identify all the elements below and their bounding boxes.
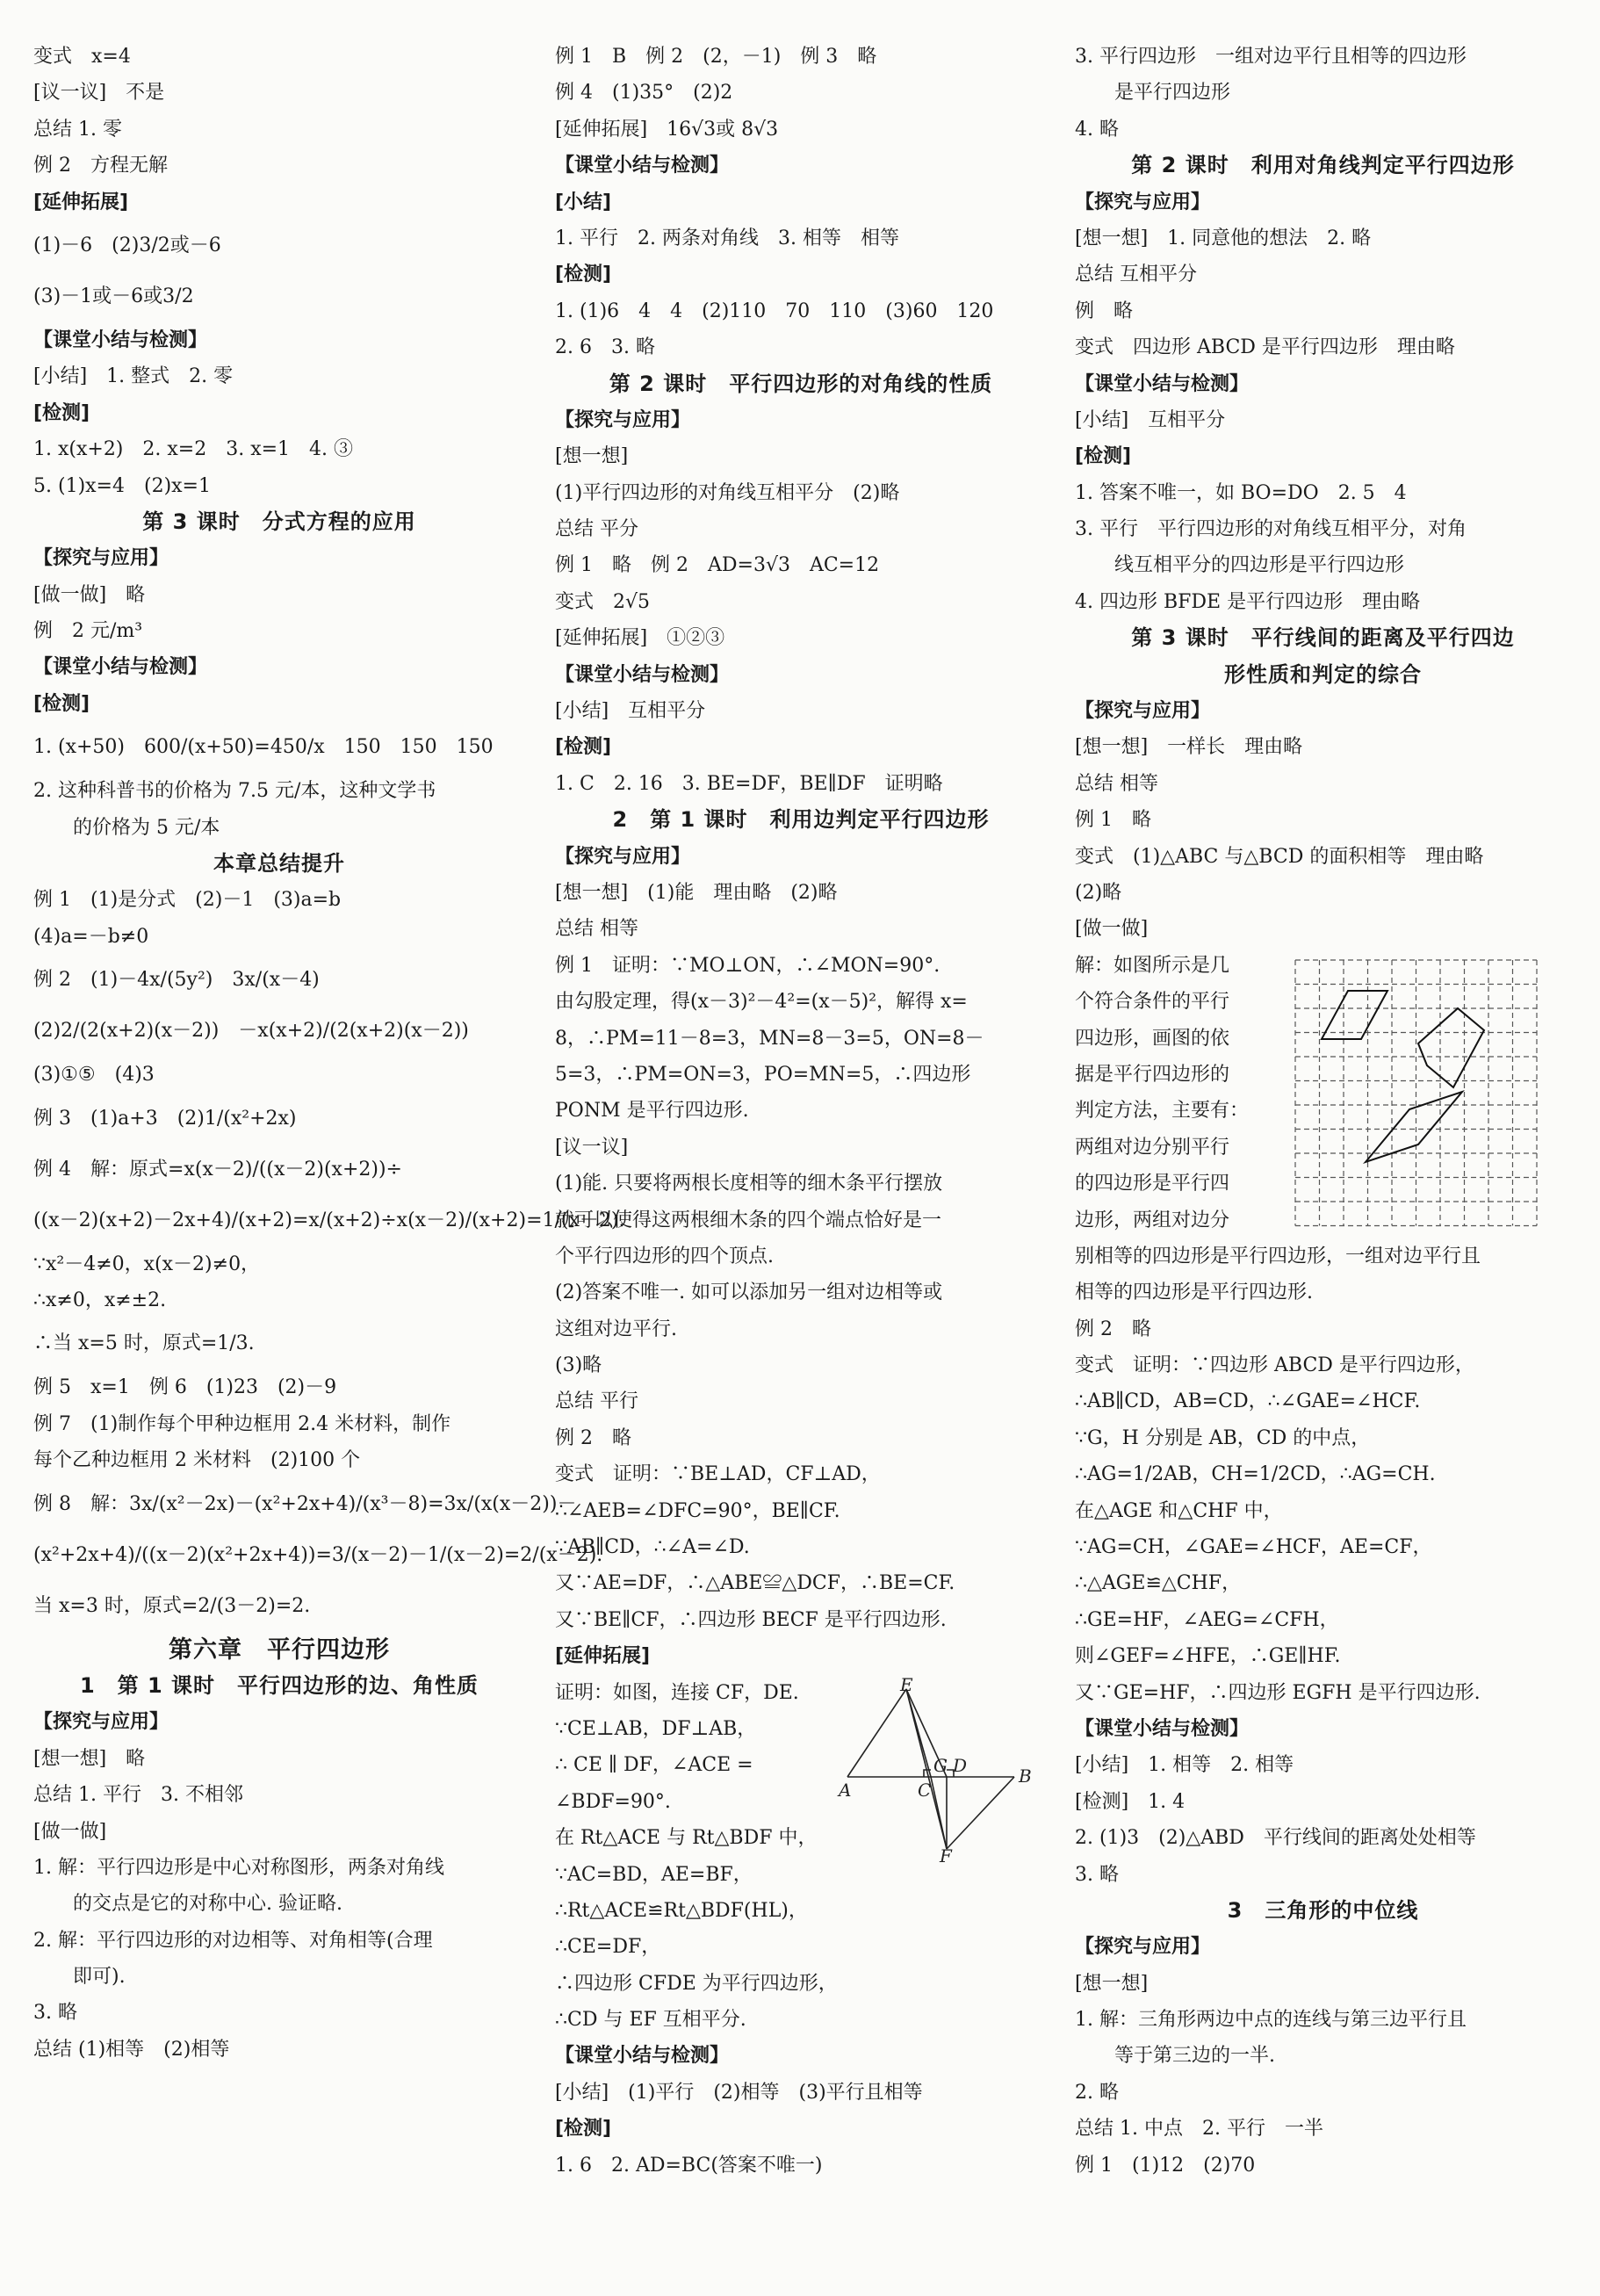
text-line: [小结] 1. 整式 2. 零 (33, 365, 234, 388)
text-line: 例 1 (1)12 (2)70 (1075, 2154, 1256, 2177)
text-line: (3)－1或－6或3/2 (33, 285, 194, 307)
label-d: D (953, 1755, 968, 1776)
text-line: 例 5 x=1 例 6 (1)23 (2)－9 (33, 1376, 337, 1399)
text-line: 即可). (73, 1966, 126, 1989)
text-line: 1. (x+50) 600/(x+50)=450/x 150 150 150 (33, 736, 494, 759)
section-label: 【探究与应用】 (1075, 700, 1211, 723)
text-line: (1)平行四边形的对角线互相平分 (2)略 (555, 481, 900, 504)
lesson-heading: 3 三角形的中位线 (1227, 1897, 1419, 1923)
text-line: [议一议] (555, 1136, 629, 1159)
text-line: 总结 1. 中点 2. 平行 一半 (1075, 2118, 1323, 2141)
text-line: 线互相平分的四边形是平行四边形 (1114, 554, 1405, 577)
section-label: [检测] (33, 401, 90, 424)
text-line: ∴△AGE≌△CHF， (1075, 1572, 1242, 1595)
text-line: 1. 解：三角形两边中点的连线与第三边平行且 (1075, 2009, 1467, 2032)
text-line: 例 4 解：原式=x(x－2)/((x－2)(x+2))÷ (33, 1158, 402, 1180)
text-line: (2)答案不唯一. 如可以添加另一组对边相等或 (555, 1282, 943, 1304)
text-line: ∵x²－4≠0，x(x－2)≠0， (33, 1253, 261, 1275)
text-line: ∴GE=HF，∠AEG=∠CFH， (1075, 1608, 1339, 1631)
text-line: [想一想] (1075, 1972, 1149, 1995)
text-line: ∴四边形 CFDE 为平行四边形， (555, 1972, 838, 1995)
lesson-heading: 第 3 课时 分式方程的应用 (142, 509, 416, 534)
label-e: E (900, 1674, 913, 1695)
text-line: 又∵BE∥CF，∴四边形 BECF 是平行四边形. (555, 1608, 947, 1631)
text-line: 总结 1. 平行 3. 不相邻 (33, 1784, 243, 1807)
section-label: 【课堂小结与检测】 (1075, 372, 1250, 395)
label-b: B (1019, 1765, 1032, 1787)
section-label: 【探究与应用】 (555, 408, 691, 431)
text-line: (4)a=－b≠0 (33, 925, 149, 948)
text-line: 例 1 (1)是分式 (2)－1 (3)a=b (33, 889, 342, 912)
text-line: 总结 平分 (555, 518, 638, 541)
text-line: 1. 6 2. AD=BC(答案不唯一) (555, 2154, 823, 2177)
text-line: 又∵AE=DF，∴△ABE≌△DCF，∴BE=CF. (555, 1572, 955, 1595)
text-line: 别相等的四边形是平行四边形，一组对边平行且 (1075, 1245, 1481, 1267)
text-line: [想一想] 1. 同意他的想法 2. 略 (1075, 227, 1372, 249)
text-line: 例 2 略 (555, 1426, 631, 1449)
section-label: 【课堂小结与检测】 (555, 663, 730, 686)
text-line: 4. 略 (1075, 118, 1119, 141)
text-line: (1)能. 只要将两根长度相等的细木条平行摆放 (555, 1173, 943, 1195)
text-line: 例 8 解：3x/(x²－2x)－(x²+2x+4)/(x³－8)=3x/(x(x－2))－ (33, 1492, 577, 1515)
text-line: 的交点是它的对称中心. 验证略. (73, 1893, 342, 1916)
text-line: 1. 答案不唯一，如 BO=DO 2. 5 4 (1075, 481, 1407, 504)
lesson-heading: 1 第 1 课时 平行四边形的边、角性质 (79, 1672, 479, 1698)
text-line: 变式 2√5 (555, 590, 651, 613)
text-line: 总结 (1)相等 (2)相等 (33, 2038, 230, 2061)
section-label: [检测] (1075, 445, 1132, 468)
text-line: 2. 6 3. 略 (555, 336, 655, 359)
text-line: [想一想] 一样长 理由略 (1075, 736, 1303, 759)
section-label: 【课堂小结与检测】 (555, 2045, 730, 2068)
text-line: 3. 略 (33, 2002, 77, 2025)
text-line: 解：如图所示是几 (1075, 954, 1230, 977)
text-line: 变式 四边形 ABCD 是平行四边形 理由略 (1075, 336, 1455, 359)
text-line: 2. 解：平行四边形的对边相等、对角相等(合理 (33, 1929, 433, 1952)
text-line: 3. 略 (1075, 1863, 1119, 1886)
section-label: [检测] (555, 264, 612, 286)
text-line: ∴AB∥CD，AB=CD，∴∠GAE=∠HCF. (1075, 1390, 1421, 1413)
text-line: PONM 是平行四边形. (555, 1100, 749, 1123)
text-line: 例 2 元/m³ (33, 620, 143, 643)
text-line: 总结 平行 (555, 1390, 638, 1413)
text-line: 总结 互相平分 (1075, 264, 1197, 286)
text-line: 由勾股定理，得(x－3)²－4²=(x－5)²，解得 x= (555, 991, 968, 1014)
text-line: 判定方法，主要有： (1075, 1100, 1250, 1123)
section-label: 【探究与应用】 (1075, 1936, 1211, 1959)
text-line: 3. 平行四边形 一组对边平行且相等的四边形 (1075, 46, 1467, 68)
text-line: [想一想] (1)能 理由略 (2)略 (555, 881, 838, 904)
section-label: 【探究与应用】 (33, 547, 169, 570)
section-label: [检测] (555, 2118, 612, 2141)
text-line: 又∵GE=HF，∴四边形 EGFH 是平行四边形. (1075, 1681, 1481, 1704)
text-line: ∴CE=DF， (555, 1936, 661, 1959)
text-line: ∴Rt△ACE≌Rt△BDF(HL)， (555, 1899, 808, 1922)
text-line: (1)－6 (2)3/2或－6 (33, 234, 221, 256)
lesson-heading: 第 2 课时 利用对角线判定平行四边形 (1131, 153, 1515, 178)
lesson-heading: 第 2 课时 平行四边形的对角线的性质 (609, 371, 993, 396)
text-line: 就可以使得这两根细木条的四个端点恰好是一 (555, 1209, 942, 1231)
label-c: C (918, 1780, 932, 1801)
text-line: ∴x≠0，x≠±2. (33, 1289, 167, 1311)
text-line: 1. 平行 2. 两条对角线 3. 相等 相等 (555, 227, 899, 249)
text-line: [小结] 1. 相等 2. 相等 (1075, 1754, 1294, 1777)
grid-figure (1286, 951, 1550, 1234)
text-line: ∵G，H 分别是 AB，CD 的中点， (1075, 1426, 1371, 1449)
section-label: 【课堂小结与检测】 (33, 656, 208, 679)
text-line: 总结 相等 (555, 918, 638, 941)
text-line: 5=3，∴PM=ON=3，PO=MN=5，∴四边形 (555, 1063, 971, 1086)
section-label: 【探究与应用】 (1075, 191, 1211, 213)
section-label: [小结] (555, 191, 612, 213)
text-line: ((x－2)(x+2)－2x+4)/(x+2)=x/(x+2)÷x(x－2)/(x+2)=1/(x－2). (33, 1209, 625, 1231)
text-line: 当 x=3 时，原式=2/(3－2)=2. (33, 1594, 311, 1617)
text-line: 1. C 2. 16 3. BE=DF，BE∥DF 证明略 (555, 772, 943, 795)
text-line: [延伸拓展] 16√3或 8√3 (555, 118, 779, 141)
text-line: 2. 略 (1075, 2081, 1119, 2104)
text-line: ∴AG=1/2AB，CH=1/2CD，∴AG=CH. (1075, 1463, 1436, 1486)
chapter-summary-heading: 本章总结提升 (213, 851, 345, 877)
text-line: (2)2/(2(x+2)(x－2)) －x(x+2)/(2(x+2)(x－2)) (33, 1020, 469, 1043)
section-label: 【课堂小结与检测】 (555, 155, 730, 177)
text-line: [想一想] 略 (33, 1747, 146, 1770)
triangle-diagram (839, 1674, 1036, 1866)
text-line: 等于第三边的一半. (1114, 2045, 1275, 2068)
text-line: 例 2 (1)－4x/(5y²) 3x/(x－4) (33, 969, 320, 992)
text-line: ∵AB∥CD，∴∠A=∠D. (555, 1536, 750, 1559)
label-a: A (839, 1780, 852, 1801)
text-line: 例 1 B 例 2 (2，－1) 例 3 略 (555, 46, 877, 68)
section-label: [检测] (33, 692, 90, 715)
text-line: 每个乙种边框用 2 米材料 (2)100 个 (33, 1449, 361, 1472)
text-line: 个平行四边形的四个顶点. (555, 1245, 774, 1267)
text-line: 在△AGE 和△CHF 中， (1075, 1499, 1283, 1522)
text-line: 相等的四边形是平行四边形. (1075, 1282, 1313, 1304)
text-line: ∴CD 与 EF 互相平分. (555, 2009, 746, 2032)
text-line: ∴ CE ∥ DF，∠ACE = (555, 1754, 753, 1777)
text-line: 这组对边平行. (555, 1318, 677, 1340)
section-label: 【课堂小结与检测】 (1075, 1717, 1250, 1740)
label-g: G (933, 1755, 948, 1776)
text-line: 总结 1. 零 (33, 118, 122, 141)
text-line: 变式 (1)△ABC 与△BCD 的面积相等 理由略 (1075, 845, 1484, 868)
text-line: [小结] 互相平分 (1075, 408, 1226, 431)
text-line: ∠BDF=90°. (555, 1790, 671, 1813)
lesson-heading: 2 第 1 课时 利用边判定平行四边形 (612, 807, 990, 833)
text-line: ∴当 x=5 时，原式=1/3. (33, 1332, 255, 1355)
text-line: 例 1 略 例 2 AD=3√3 AC=12 (555, 554, 880, 577)
text-line: [小结] 互相平分 (555, 700, 706, 723)
text-line: (2)略 (1075, 881, 1122, 904)
text-line: 例 略 (1075, 300, 1134, 322)
text-line: 变式 证明：∵BE⊥AD，CF⊥AD， (555, 1463, 881, 1486)
text-line: 个符合条件的平行 (1075, 991, 1230, 1014)
text-line: (x²+2x+4)/((x－2)(x²+2x+4))=3/(x－2)－1/(x－2)=2/(x－2). (33, 1543, 603, 1566)
text-line: 例 3 (1)a+3 (2)1/(x²+2x) (33, 1107, 297, 1130)
text-line: 例 2 略 (1075, 1318, 1151, 1340)
text-line: ∴∠AEB=∠DFC=90°，BE∥CF. (555, 1499, 840, 1522)
text-line: ∵AG=CH，∠GAE=∠HCF，AE=CF， (1075, 1536, 1432, 1559)
triangle-figure (839, 1674, 1036, 1866)
text-line: [议一议] 不是 (33, 82, 165, 105)
section-label: [延伸拓展] (33, 191, 129, 213)
section-label: 【探究与应用】 (555, 845, 691, 868)
text-line: 1. (1)6 4 4 (2)110 70 110 (3)60 120 (555, 300, 994, 322)
text-line: 的四边形是平行四 (1075, 1173, 1230, 1195)
text-line: 证明：如图，连接 CF，DE. (555, 1681, 799, 1704)
text-line: 总结 相等 (1075, 772, 1158, 795)
text-line: [想一想] (555, 445, 629, 468)
lesson-heading: 第 3 课时 平行线间的距离及平行四边 (1131, 625, 1515, 651)
text-line: 5. (1)x=4 (2)x=1 (33, 474, 211, 497)
text-line: 1. 解：平行四边形是中心对称图形，两条对角线 (33, 1856, 444, 1879)
text-line: [做一做] (1075, 918, 1149, 941)
chapter-heading: 第六章 平行四边形 (169, 1635, 390, 1664)
section-label: [延伸拓展] (555, 1645, 651, 1668)
text-line: [小结] (1)平行 (2)相等 (3)平行且相等 (555, 2081, 923, 2104)
text-line: 边形，两组对边分 (1075, 1209, 1230, 1231)
section-label: [检测] (555, 736, 612, 759)
text-line: 例 1 证明：∵MO⊥ON，∴∠MON=90°. (555, 954, 941, 977)
section-label: 【探究与应用】 (33, 1711, 169, 1734)
text-line: 例 4 (1)35° (2)2 (555, 82, 733, 105)
text-line: (3)略 (555, 1354, 602, 1377)
text-line: [做一做] (33, 1820, 107, 1843)
text-line: 4. 四边形 BFDE 是平行四边形 理由略 (1075, 590, 1421, 613)
text-line: 四边形，画图的依 (1075, 1027, 1230, 1050)
section-label: 【课堂小结与检测】 (33, 329, 208, 351)
text-line: 例 2 方程无解 (33, 155, 168, 177)
text-line: [检测] 1. 4 (1075, 1790, 1186, 1813)
text-line: 两组对边分别平行 (1075, 1136, 1230, 1159)
text-line: 则∠GEF=∠HFE，∴GE∥HF. (1075, 1645, 1341, 1668)
text-line: [延伸拓展] ①②③ (555, 627, 725, 650)
text-line: 例 1 略 (1075, 809, 1151, 832)
label-f: F (940, 1845, 952, 1866)
text-line: ∵CE⊥AB，DF⊥AB， (555, 1717, 757, 1740)
text-line: 1. x(x+2) 2. x=2 3. x=1 4. ③ (33, 438, 354, 461)
text-line: 的价格为 5 元/本 (73, 816, 220, 839)
text-line: 变式 证明：∵四边形 ABCD 是平行四边形， (1075, 1354, 1474, 1377)
text-line: 在 Rt△ACE 与 Rt△BDF 中， (555, 1827, 818, 1850)
text-line: [做一做] 略 (33, 583, 146, 606)
text-line: 2. (1)3 (2)△ABD 平行线间的距离处处相等 (1075, 1827, 1476, 1850)
text-line: (3)①⑤ (4)3 (33, 1064, 155, 1087)
text-line: ∵AC=BD，AE=BF， (555, 1863, 753, 1886)
text-line: 3. 平行 平行四边形的对角线互相平分，对角 (1075, 518, 1467, 541)
text-line: 8，∴PM=11－8=3，MN=8－3=5，ON=8－ (555, 1027, 984, 1050)
text-line: 例 7 (1)制作每个甲种边框用 2.4 米材料，制作 (33, 1412, 451, 1435)
text-line: 是平行四边形 (1114, 82, 1231, 105)
grid-parallelograms (1286, 951, 1550, 1234)
text-line: 据是平行四边形的 (1075, 1063, 1230, 1086)
lesson-heading-cont: 形性质和判定的综合 (1224, 661, 1422, 687)
text-line: 2. 这种科普书的价格为 7.5 元/本，这种文学书 (33, 780, 436, 803)
text-line: 变式 x=4 (33, 46, 131, 68)
